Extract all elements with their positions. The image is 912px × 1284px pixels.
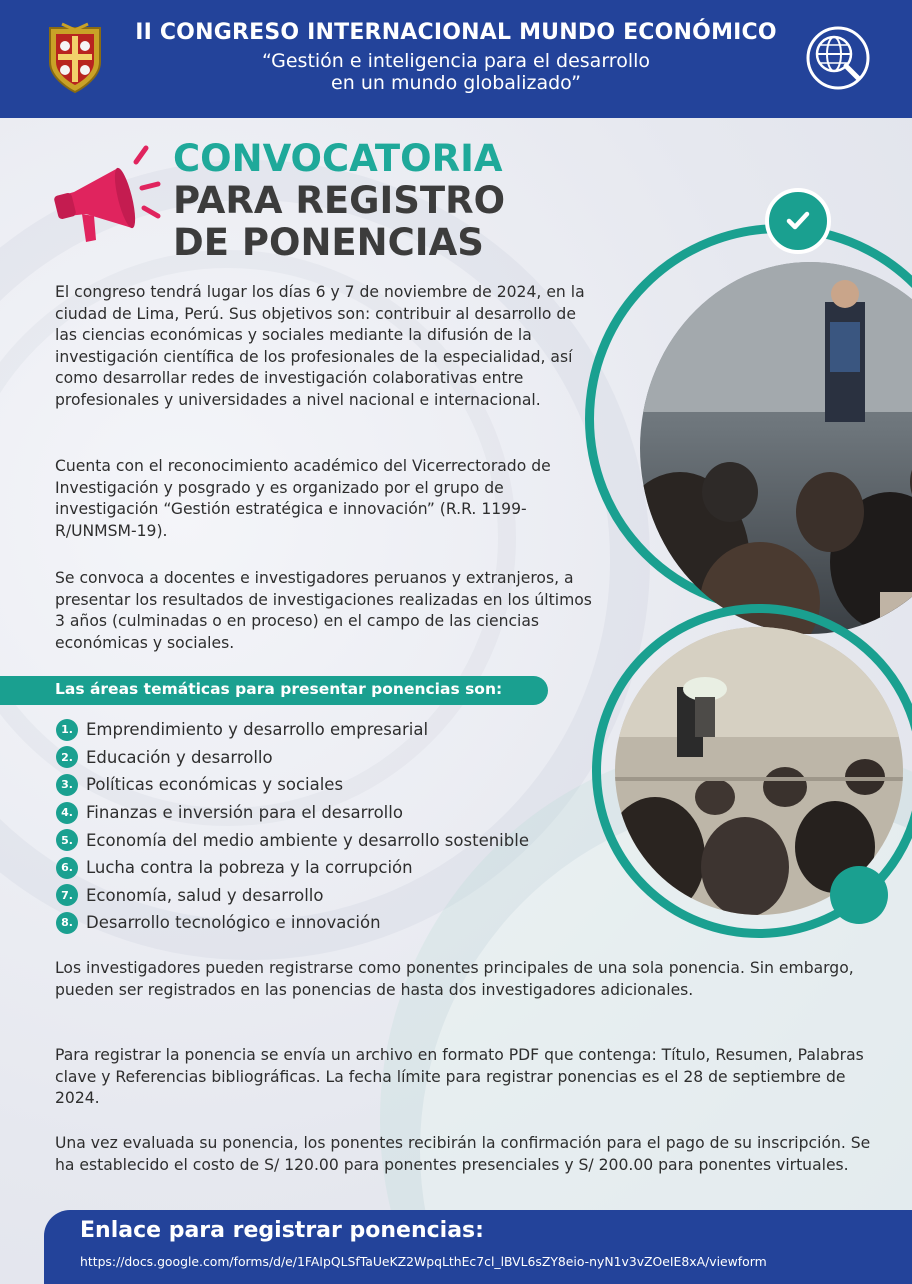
list-item: [56, 882, 596, 910]
list-item: [56, 909, 596, 937]
area-label: Economía del medio ambiente y desarrollo sostenible: [86, 830, 529, 850]
number-badge: 7.: [56, 884, 78, 906]
subtitle-line-2: en un mundo globalizado”: [331, 72, 581, 94]
details-paragraph-2: Para registrar la ponencia se envía un archivo en formato PDF que contenga: Título, Resumen, Palabras clave y Referencias bibliográficas. La fecha límite para registrar ponencias es el 28 de septiembre de 2024.: [55, 1046, 864, 1108]
area-label: Finanzas e inversión para el desarrollo: [86, 803, 403, 823]
area-label: Desarrollo tecnológico e innovación: [86, 913, 381, 933]
decorative-dot: [830, 866, 888, 924]
heading-de-ponencias: DE PONENCIAS: [173, 221, 484, 264]
list-item: [56, 799, 596, 827]
number-badge: 5.: [56, 829, 78, 851]
heading-para-registro: PARA REGISTRO: [173, 179, 506, 222]
globe-search-icon: [806, 26, 870, 90]
area-label: Economía, salud y desarrollo: [86, 885, 324, 905]
details-paragraph-3: Una vez evaluada su ponencia, los ponentes recibirán la confirmación para el pago de su inscripción. Se ha establecido el costo de S/ 120.00 para ponentes presenciales y S/ 200.00 para ponentes virtuales.: [55, 1134, 871, 1174]
area-label: Educación y desarrollo: [86, 747, 273, 767]
list-item: [56, 744, 596, 772]
number-badge: 1.: [56, 719, 78, 741]
congress-title: II CONGRESO INTERNACIONAL MUNDO ECONÓMICO: [135, 20, 777, 45]
areas-list: [56, 716, 596, 937]
congress-subtitle: [110, 50, 802, 94]
list-item: [56, 716, 596, 744]
number-badge: 4.: [56, 802, 78, 824]
university-crest-icon: [44, 22, 106, 94]
list-item: [56, 771, 596, 799]
number-badge: 6.: [56, 857, 78, 879]
registration-link[interactable]: https://docs.google.com/forms/d/e/1FAIpQLSfTaUeKZ2WpqLthEc7cl_lBVL6sZY8eio-nyN1v3vZOeIE8xA/viewform: [80, 1254, 767, 1269]
list-item: [56, 854, 596, 882]
registration-title: Enlace para registrar ponencias:: [80, 1218, 484, 1243]
number-badge: 3.: [56, 774, 78, 796]
list-item: [56, 826, 596, 854]
details-paragraph-1: Los investigadores pueden registrarse como ponentes principales de una sola ponencia. Sin embargo, pueden ser registrados en las ponencias de hasta dos investigadores adicionales.: [55, 959, 854, 999]
intro-paragraph-2: Cuenta con el reconocimiento académico del Vicerrectorado de Investigación y posgrado y es organizado por el grupo de investigación “Gestión estratégica e innovación” (R.R. 1199-R/UNMSM-19).: [55, 457, 551, 540]
megaphone-icon: [52, 144, 162, 248]
subtitle-line-1: “Gestión e inteligencia para el desarrollo: [261, 50, 651, 72]
checkmark-icon: [765, 188, 831, 254]
area-label: Emprendimiento y desarrollo empresarial: [86, 720, 429, 740]
area-label: Políticas económicas y sociales: [86, 775, 344, 795]
area-label: Lucha contra la pobreza y la corrupción: [86, 858, 413, 878]
heading-convocatoria: CONVOCATORIA: [173, 137, 503, 180]
areas-title: Las áreas temáticas para presentar ponencias son:: [55, 680, 503, 698]
number-badge: 8.: [56, 912, 78, 934]
number-badge: 2.: [56, 746, 78, 768]
intro-paragraph-1: El congreso tendrá lugar los días 6 y 7 de noviembre de 2024, en la ciudad de Lima, Perú. Sus objetivos son: contribuir al desarrollo de las ciencias económicas y sociales mediante la difusión de la investigación científica de los profesionales de la especialidad, así como desarrollar redes de investigación colaborativas entre profesionales y universidades a nivel nacional e internacional.: [55, 283, 585, 409]
intro-paragraph-3: Se convoca a docentes e investigadores peruanos y extranjeros, a presentar los resultados de investigaciones realizadas en los últimos 3 años (culminadas o en proceso) en el campo de las ciencias económicas y sociales.: [55, 569, 592, 652]
